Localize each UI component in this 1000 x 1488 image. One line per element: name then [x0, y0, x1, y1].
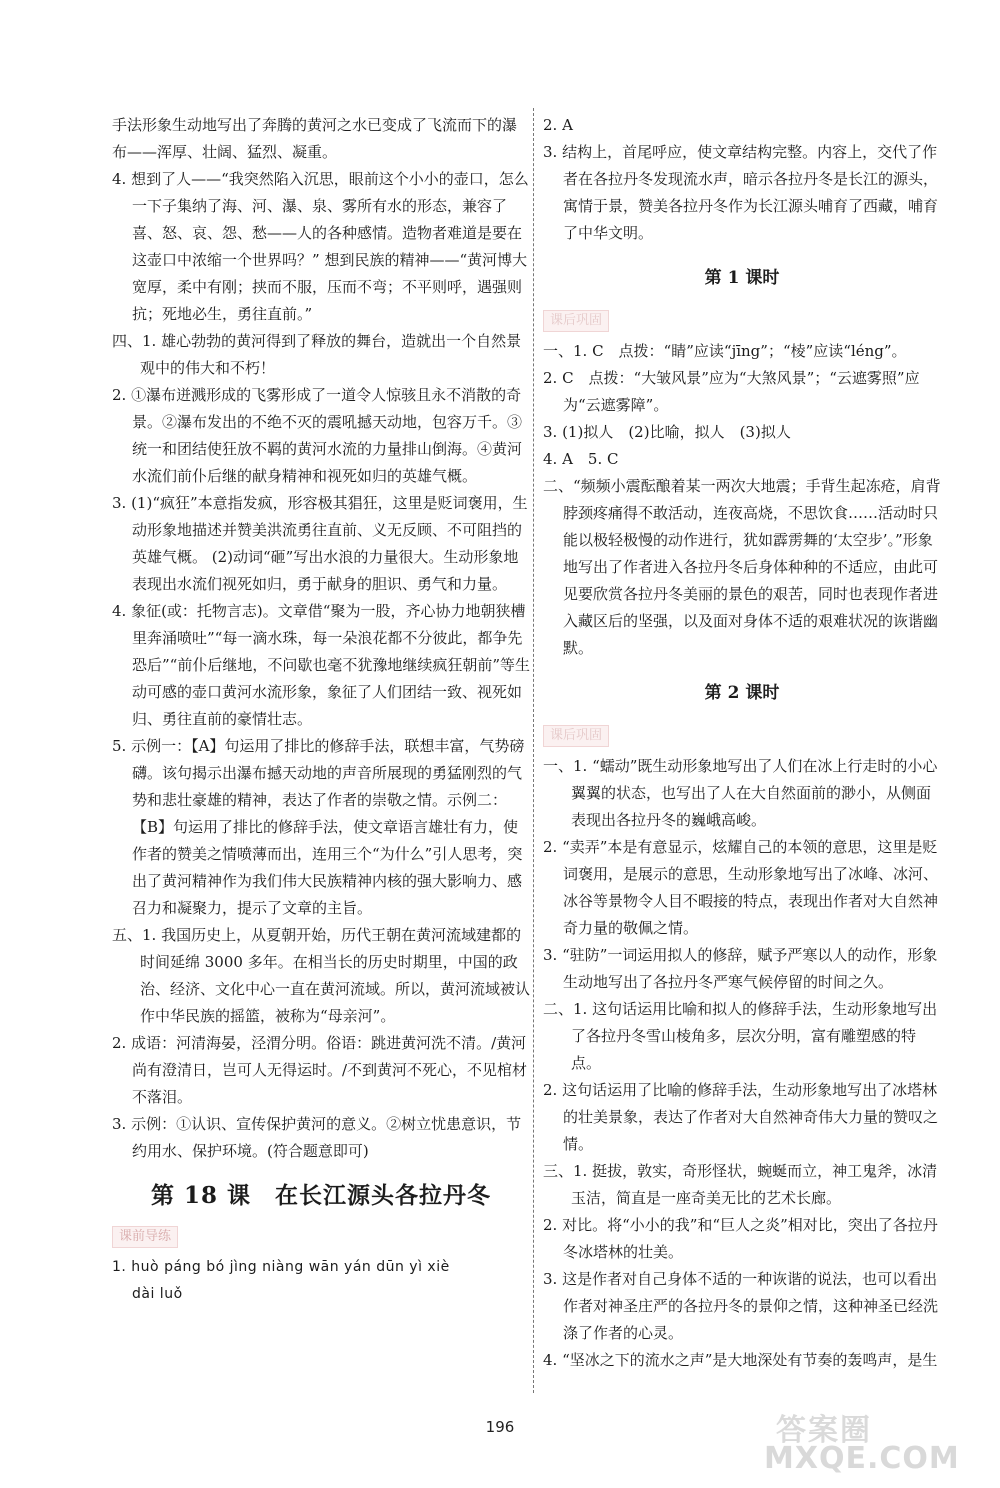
- answer-block: 五、1. 我国历史上，从夏朝开始，历代王朝在黄河流域建都的时间延绵 3000 多年。在相当长的历史时期里，中国的政治、经济、文化中心一直在黄河流域。所以，黄河流域被认作中华民族的摇篮，被称为“母亲河”。: [112, 926, 531, 1025]
- answer-block: 二、1. 这句话运用比喻和拟人的修辞手法，生动形象地写出了各拉丹冬雪山棱角多，层次分明，富有雕塑感的特点。: [543, 1000, 938, 1072]
- page-number: 196: [485, 1418, 515, 1436]
- watermark: [764, 1405, 974, 1481]
- answer-block: 2. 成语：河清海晏，泾渭分明。俗语：跳进黄河洗不清。/黄河尚有澄清日，岂可人无得运时。/不到黄河不死心，不见棺材不落泪。: [112, 1034, 528, 1106]
- answer-block: 4. A 5. C: [543, 450, 619, 468]
- answer-block: 3. 结构上，首尾呼应，使文章结构完整。内容上，交代了作者在各拉丹冬发现流水声，暗示各拉丹冬是长江的源头，寓情于景，赞美各拉丹冬作为长江源头哺育了西藏，哺育了中华文明。: [543, 143, 939, 242]
- answer-block: 3. 示例：①认识、宣传保护黄河的意义。②树立忧患意识，节约用水、保护环境。(符合题意即可): [112, 1115, 522, 1160]
- pinyin-answer-line: dài luǒ: [132, 1286, 183, 1302]
- answer-block: 3. 这是作者对自己身体不适的一种诙谐的说法，也可以看出作者对神圣庄严的各拉丹冬的景仰之情，这种神圣已经洗涤了作者的心灵。: [543, 1270, 939, 1342]
- section-tag: 课后巩固: [543, 310, 609, 332]
- answer-block: 一、1. C 点拨：“睛”应读“jīng”；“棱”应读“léng”。: [543, 342, 907, 360]
- answer-block: 2. C 点拨：“大皱风景”应为“大煞风景”；“云遮雾照”应为“云遮雾障”。: [543, 369, 920, 414]
- answer-block: 5. 示例一：【A】句运用了排比的修辞手法，联想丰富，气势磅礴。该句揭示出瀑布撼天动地的声音所展现的勇猛刚烈的气势和悲壮豪雄的精神，表达了作者的崇敬之情。示例二：【B】句运用了排比的修辞手法，使文章语言雄壮有力，使作者的赞美之情喷薄而出，连用三个“为什么”引人思考，突出了黄河精神作为我们伟大民族精神内核的强大影响力、感召力和凝聚力，提示了文章的主旨。: [112, 737, 525, 917]
- answer-block: 4. 象征(或：托物言志)。文章借“聚为一股，齐心协力地朝狭槽里奔涌喷吐”“每一滴水珠，每一朵浪花都不分彼此，都争先恐后”“前仆后继地，不问歇也毫不犹豫地继续疯狂朝前”等生动可感的壶口黄河水流形象，象征了人们团结一致、视死如归、勇往直前的豪情壮志。: [112, 602, 531, 728]
- lesson-title: 第 18 课 在长江源头各拉丹冬: [150, 1182, 492, 1209]
- right-column: [543, 112, 941, 1374]
- watermark-url: MXQE.COM: [764, 1441, 960, 1476]
- section-tag: 课前导练: [112, 1226, 178, 1248]
- answer-block: 3. (1)“疯狂”本意指发疯，形容极其猖狂，这里是贬词褒用，生动形象地描述并赞美洪流勇往直前、义无反顾、不可阻挡的英雄气概。 (2)动词“砸”写出水浪的力量很大。生动形象地表现出水流们视死如归，勇于献身的胆识、勇气和力量。: [112, 494, 528, 593]
- answer-block: 3. (1)拟人 (2)比喻，拟人 (3)拟人: [543, 423, 791, 441]
- answer-block: 一、1. “蠕动”既生动形象地写出了人们在冰上行走时的小心翼翼的状态，也写出了人在大自然面前的渺小，从侧面表现出各拉丹冬的巍峨高峻。: [543, 757, 938, 829]
- section-title: 第 2 课时: [704, 683, 780, 703]
- answer-block: 二、“频频小震酝酿着某一两次大地震；手背生起冻疮，肩背脖颈疼痛得不敢活动，连夜高烧，不思饮食……活动时只能以极轻极慢的动作进行，犹如霹雳舞的‘太空步’。”形象地写出了作者进入各拉丹冬后身体种种的不适应，由此可见要欣赏各拉丹冬美丽的景色的艰苦，同时也表现作者进入藏区后的坚强，以及面对身体不适的艰难状况的诙谐幽默。: [543, 477, 941, 657]
- answer-block: 2. ①瀑布迸溅形成的飞雾形成了一道令人惊骇且永不消散的奇景。②瀑布发出的不绝不灭的震吼撼天动地，包容万千。③统一和团结使狂放不羁的黄河水流的力量排山倒海。④黄河水流们前仆后继的献身精神和视死如归的英雄气概。: [112, 386, 523, 485]
- answer-block: 4. “坚冰之下的流水之声”是大地深处有节奏的轰鸣声，是生: [543, 1351, 938, 1369]
- column-divider: [533, 108, 534, 1393]
- answer-block: 三、1. 挺拔，敦实，奇形怪状，蜿蜒而立，神工鬼斧，冰清玉洁，简直是一座奇美无比的艺术长廊。: [543, 1162, 938, 1207]
- answer-block: 2. A: [543, 116, 573, 134]
- answer-block: 3. “驻防”一词运用拟人的修辞，赋予严寒以人的动作，形象生动地写出了各拉丹冬严寒气候停留的时间之久。: [543, 946, 938, 991]
- answer-block: 2. 对比。将“小小的我”和“巨人之炎”相对比，突出了各拉丹冬冰塔林的壮美。: [543, 1216, 938, 1261]
- left-column: [112, 112, 530, 1308]
- answer-block: 2. “卖弄”本是有意显示，炫耀自己的本领的意思，这里是贬词褒用，是展示的意思，生动形象地写出了冰峰、冰河、冰谷等景物令人目不暇接的特点，表现出作者对大自然神奇力量的敬佩之情。: [543, 838, 939, 937]
- answer-block: 2. 这句话运用了比喻的修辞手法，生动形象地写出了冰塔林的壮美景象，表达了作者对大自然神奇伟大力量的赞叹之情。: [543, 1081, 939, 1153]
- section-tag: 课后巩固: [543, 725, 609, 747]
- section-title: 第 1 课时: [704, 268, 780, 288]
- answer-block: 四、1. 雄心勃勃的黄河得到了释放的舞台，造就出一个自然景观中的伟大和不朽！: [112, 332, 522, 377]
- pinyin-answer-line: 1. huò páng bó jìng niàng wān yán dūn yì xiè: [112, 1259, 450, 1275]
- answer-block: 手法形象生动地写出了奔腾的黄河之水已变成了飞流而下的瀑布——浑厚、壮阔、猛烈、凝重。: [112, 116, 518, 161]
- answer-block: 4. 想到了人——“我突然陷入沉思，眼前这个小小的壶口，怎么一下子集纳了海、河、瀑、泉、雾所有水的形态，兼容了喜、怒、哀、怨、愁——人的各种感情。造物者难道是要在这壶口中浓缩一个世界吗？” 想到民族的精神——“黄河博大宽厚，柔中有刚；挟而不服，压而不弯；不平则呼，遇强则抗；死地必生，勇往直前。”: [112, 170, 529, 323]
- watermark-badge: 答案圈: [776, 1413, 872, 1448]
